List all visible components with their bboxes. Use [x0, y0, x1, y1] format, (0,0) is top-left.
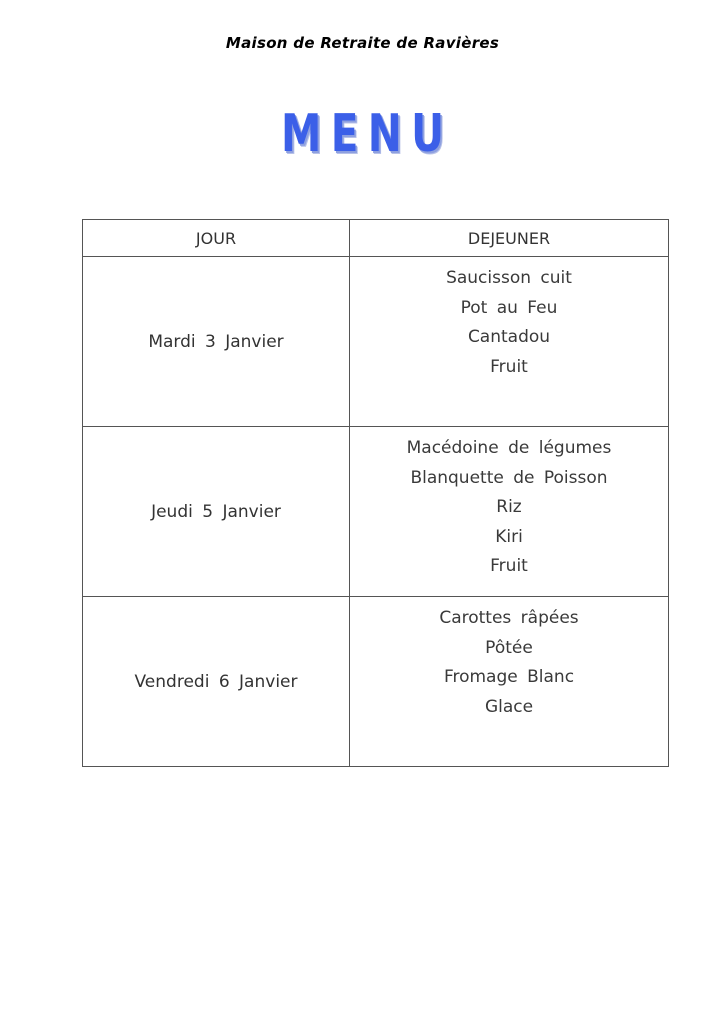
table-row [83, 427, 669, 597]
dish-item: Blanquette de Poisson [410, 467, 608, 488]
dish-item: Fruit [490, 356, 528, 377]
column-header-lunch: DEJEUNER [350, 220, 669, 257]
dish-list [350, 427, 668, 582]
table-row [83, 597, 669, 767]
day-cell: Vendredi 6 Janvier [83, 597, 350, 767]
column-header-day: JOUR [83, 220, 350, 257]
table-row [83, 257, 669, 427]
dish-item: Riz [496, 497, 522, 517]
dish-list [350, 597, 668, 722]
table-header-row [83, 220, 669, 257]
dish-item: Fromage Blanc [443, 667, 575, 687]
dish-item: Saucisson cuit [446, 268, 572, 288]
menu-table [82, 219, 669, 767]
dish-item: Kiri [495, 526, 523, 547]
dish-item: Cantadou [467, 327, 551, 347]
dish-item: Pôtée [485, 637, 533, 658]
dish-item: Fruit [490, 556, 528, 576]
day-cell: Mardi 3 Janvier [83, 257, 350, 427]
dish-item: Pot au Feu [460, 297, 558, 318]
dish-list [350, 257, 668, 382]
dishes-cell [350, 257, 669, 427]
org-name: Maison de Retraite de Ravières [225, 34, 500, 52]
dish-item: Macédoine de légumes [406, 438, 612, 458]
day-cell: Jeudi 5 Janvier [83, 427, 350, 597]
dish-item: Glace [484, 696, 534, 717]
dish-item: Carottes râpées [439, 608, 579, 628]
dishes-cell [350, 597, 669, 767]
menu-title: MENU [280, 104, 454, 164]
dishes-cell [350, 427, 669, 597]
